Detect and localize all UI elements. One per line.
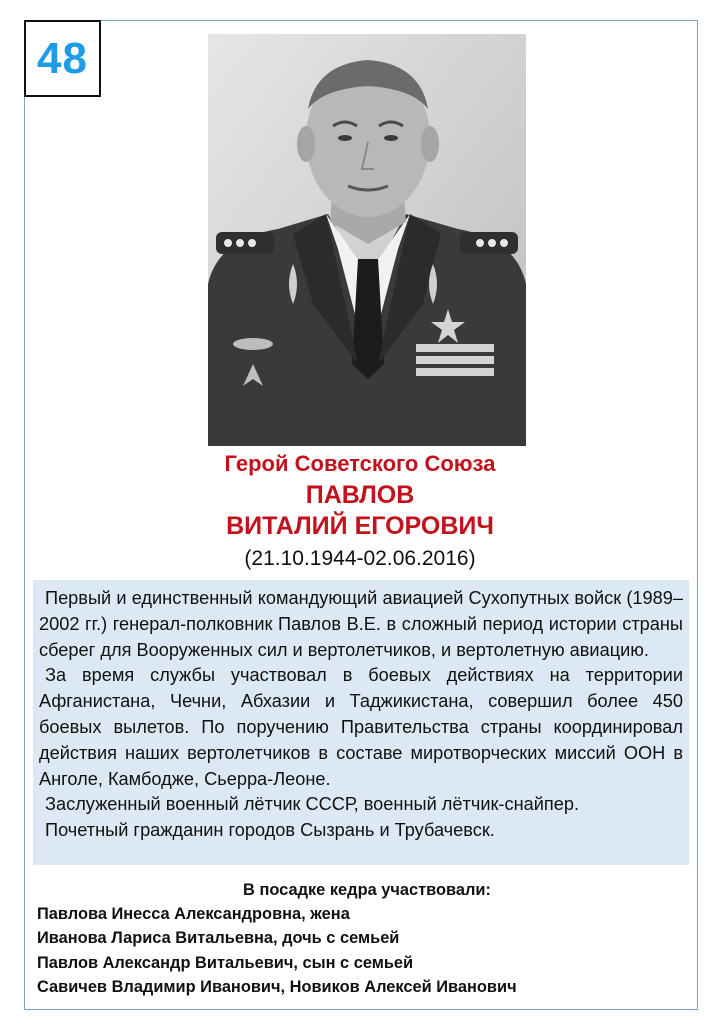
participant-line: Павлова Инесса Александровна, жена [37, 905, 350, 924]
surname: ПАВЛОВ [305, 481, 415, 509]
memorial-number-badge [24, 20, 101, 97]
planting-title: В посадке кедра участвовали: [243, 881, 491, 899]
participant-line: Павлов Александр Витальевич, сын с семьей [37, 953, 414, 972]
hero-title: Герой Советского Союза [224, 451, 496, 476]
participant-line: Иванова Лариса Витальевна, дочь с семьей [37, 929, 400, 948]
memorial-number: 48 [37, 33, 88, 83]
biography-block [33, 580, 689, 865]
bio-paragraph: Почетный гражданин городов Сызрань и Трубачевск. [45, 820, 495, 841]
bio-paragraph: Заслуженный военный лётчик СССР, военный лётчик-снайпер. [45, 794, 580, 815]
bio-paragraph: Первый и единственный командующий авиацией Сухопутных войск (1989–2002 гг.) генерал-полковник Павлов В.Е. в сложный период истории страны сберег для Вооруженных сил и вертолетчиков, и вертолетную авиацию. [39, 588, 683, 660]
portrait-illustration [208, 34, 526, 446]
participant-line: Савичев Владимир Иванович, Новиков Алексей Иванович [37, 977, 517, 996]
portrait-photo [208, 34, 526, 446]
planting-section [37, 878, 687, 999]
given-names: ВИТАЛИЙ ЕГОРОВИЧ [226, 512, 494, 540]
bio-paragraph: За время службы участвовал в боевых действиях на территории Афганистана, Чечни, Абхазии и Таджикистана, совершил более 450 боевых вылетов. По поручению Правительства страны координировал действия наших вертолетчиков в составе миротворческих миссий ООН в Анголе, Камбодже, Сьерра-Леоне. [39, 665, 683, 789]
life-dates: (21.10.1944-02.06.2016) [244, 547, 476, 570]
